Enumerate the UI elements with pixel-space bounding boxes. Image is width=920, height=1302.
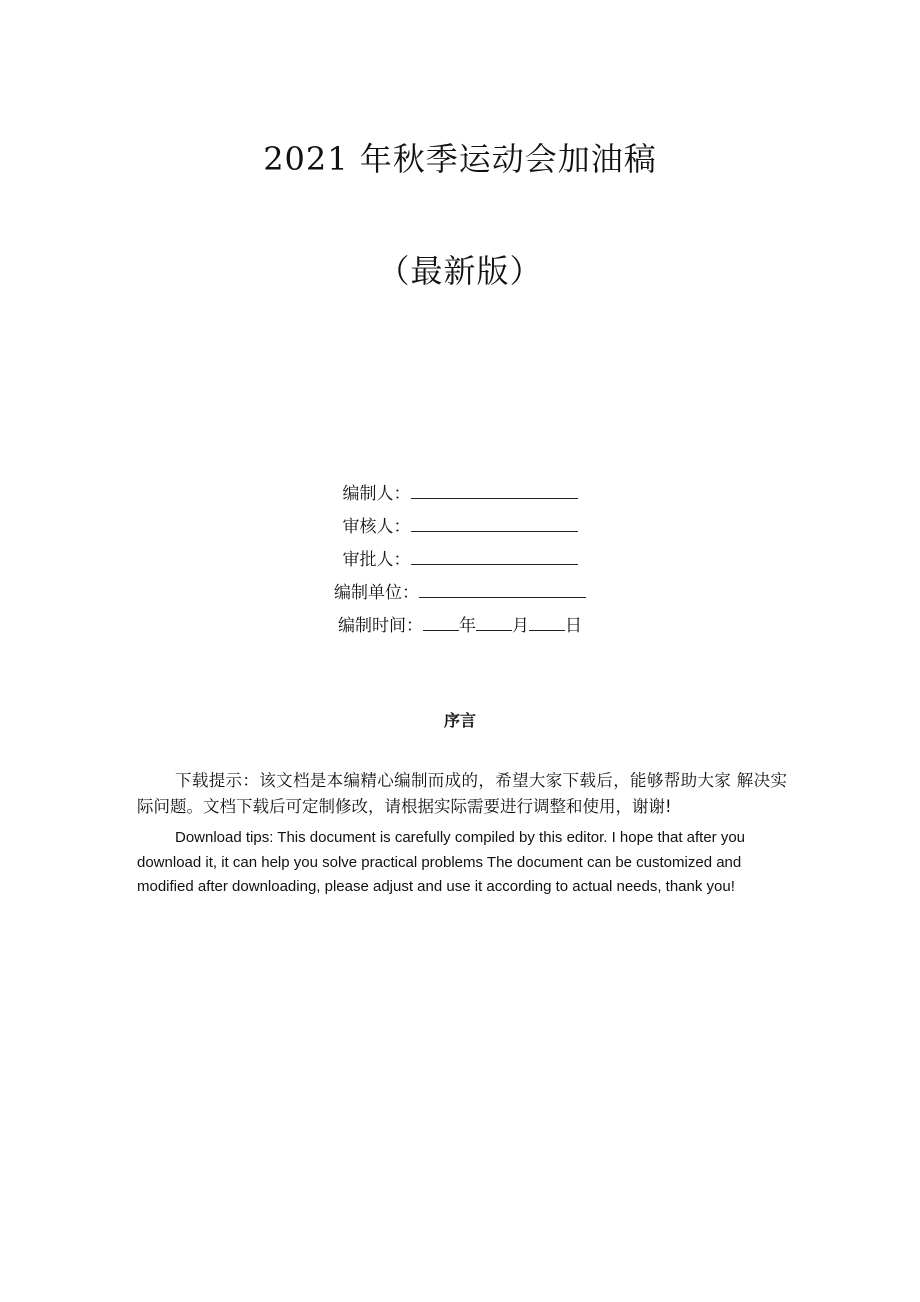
month-blank [476, 612, 512, 631]
unit-label: 编制单位： [334, 583, 419, 603]
time-label: 编制时间： [338, 616, 423, 636]
time-row [0, 612, 920, 645]
preface-chinese-paragraph: 下载提示：该文档是本编精心编制而成的，希望大家下载后，能够帮助大家 解决实际问题。文档下载后可定制修改，请根据实际需要进行调整和使用，谢谢! [137, 771, 787, 816]
compiler-label: 编制人： [342, 484, 411, 504]
approver-label: 审批人： [342, 550, 411, 570]
approver-blank [411, 546, 578, 565]
year-label: 年 [459, 616, 476, 636]
compiler-row [0, 480, 920, 513]
preface-heading: 序言 [443, 711, 476, 730]
reviewer-label: 审核人： [342, 517, 411, 537]
document-title: 2021 年秋季运动会加油稿 [263, 140, 657, 178]
compiler-blank [411, 480, 578, 499]
reviewer-row [0, 513, 920, 546]
day-label: 日 [565, 616, 582, 636]
reviewer-blank [411, 513, 578, 532]
year-blank [423, 612, 459, 631]
preface-english-paragraph: Download tips: This document is carefully compiled by this editor. I hope that after you download it, it can help you solve practical problems The document can be customized and modified after downloading, please adjust and use it according to actual needs, thank you! [137, 829, 746, 895]
unit-blank [419, 579, 586, 598]
day-blank [529, 612, 565, 631]
signature-block [0, 480, 920, 645]
document-subtitle: （最新版） [377, 252, 543, 290]
unit-row [0, 579, 920, 612]
approver-row [0, 546, 920, 579]
month-label: 月 [512, 616, 529, 636]
